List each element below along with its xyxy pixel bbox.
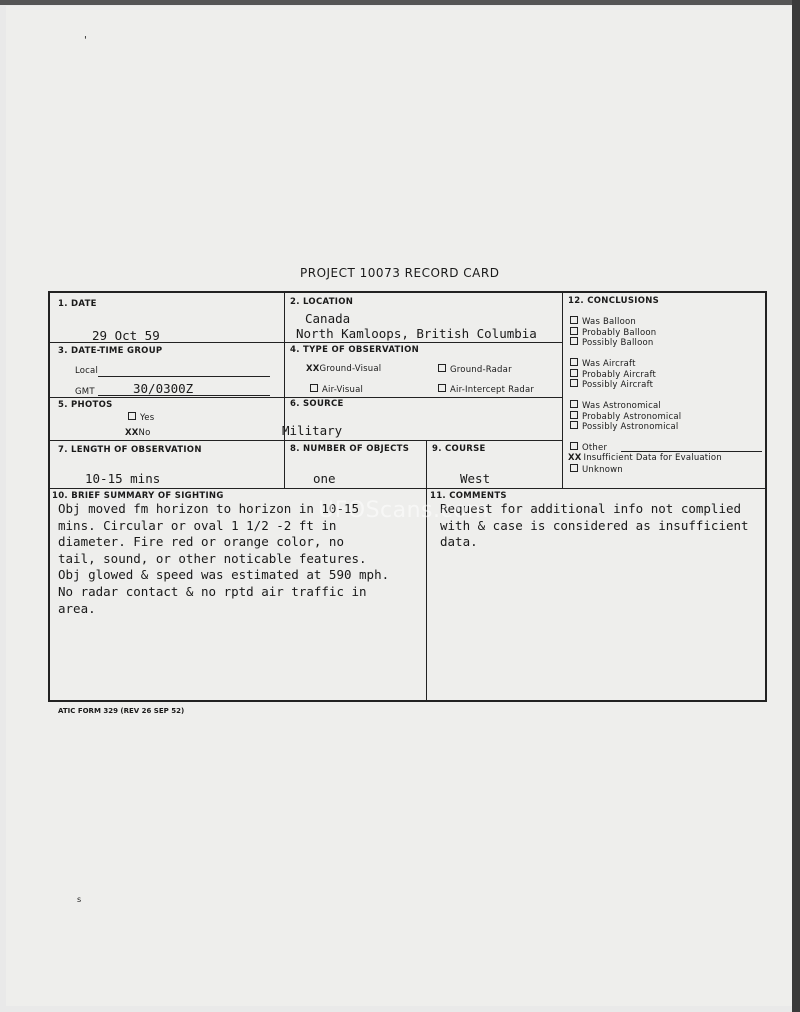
divider bbox=[50, 440, 562, 441]
conclusion-item-checked: XX Insufficient Data for Evaluation bbox=[568, 453, 722, 463]
ground-visual-label: Ground-Visual bbox=[319, 364, 382, 374]
photos-yes-label: Yes bbox=[140, 413, 155, 423]
checkbox bbox=[570, 421, 578, 429]
checkbox bbox=[438, 384, 446, 392]
checkbox bbox=[570, 358, 578, 366]
conclusion-item: Possibly Balloon bbox=[570, 337, 653, 348]
source-label: 6. SOURCE bbox=[290, 399, 344, 409]
divider bbox=[50, 488, 766, 489]
comments-label: 11. COMMENTS bbox=[430, 491, 507, 501]
photos-yes-option bbox=[128, 412, 154, 423]
length-label: 7. LENGTH OF OBSERVATION bbox=[58, 445, 202, 455]
checkbox bbox=[570, 464, 578, 472]
conclusion-item: Was Balloon bbox=[570, 316, 636, 327]
local-underline bbox=[98, 376, 270, 377]
ground-radar-option bbox=[438, 364, 512, 375]
date-label: 1. DATE bbox=[58, 299, 97, 309]
checkbox bbox=[570, 316, 578, 324]
checkbox bbox=[570, 337, 578, 345]
conclusions-label: 12. CONCLUSIONS bbox=[568, 296, 660, 306]
objects-value: one bbox=[313, 471, 336, 486]
summary-line: diameter. Fire red or orange color, no bbox=[58, 534, 344, 550]
local-label: Local bbox=[75, 366, 99, 376]
length-value: 10-15 mins bbox=[85, 471, 161, 486]
checkbox bbox=[570, 400, 578, 408]
comments-line: with & case is considered as insufficient bbox=[440, 517, 749, 533]
conclusion-item: Possibly Astronomical bbox=[570, 421, 679, 432]
source-value: Military bbox=[282, 423, 343, 438]
date-value: 29 Oct 59 bbox=[92, 328, 160, 343]
air-visual-option bbox=[310, 384, 363, 395]
checkbox bbox=[570, 442, 578, 450]
conclusion-item: Possibly Aircraft bbox=[570, 379, 653, 390]
checked-mark: XX bbox=[306, 364, 320, 374]
divider bbox=[284, 292, 285, 488]
air-visual-label: Air-Visual bbox=[322, 385, 364, 395]
objects-label: 8. NUMBER OF OBJECTS bbox=[290, 444, 410, 454]
conclusion-item: Was Aircraft bbox=[570, 358, 636, 369]
checkbox bbox=[570, 411, 578, 419]
comments-line: data. bbox=[440, 534, 478, 550]
checkbox bbox=[570, 327, 578, 335]
checked-mark: XX bbox=[568, 453, 582, 463]
checkbox bbox=[570, 369, 578, 377]
divider bbox=[426, 440, 427, 701]
photos-no-option bbox=[125, 428, 150, 438]
checkbox bbox=[570, 379, 578, 387]
ground-visual-option bbox=[306, 364, 381, 374]
course-value: West bbox=[460, 471, 491, 486]
observation-type-label: 4. TYPE OF OBSERVATION bbox=[290, 345, 420, 355]
summary-label: 10. BRIEF SUMMARY OF SIGHTING bbox=[52, 491, 224, 501]
gmt-value: 30/0300Z bbox=[133, 381, 194, 396]
checkbox bbox=[128, 412, 136, 420]
air-intercept-option bbox=[438, 384, 534, 395]
photos-label: 5. PHOTOS bbox=[58, 400, 113, 410]
divider bbox=[50, 397, 562, 398]
gmt-label: GMT bbox=[75, 387, 95, 397]
location-label: 2. LOCATION bbox=[290, 297, 354, 307]
divider bbox=[562, 292, 563, 489]
other-underline bbox=[621, 451, 762, 452]
form-number: ATIC FORM 329 (REV 26 SEP 52) bbox=[58, 707, 185, 715]
photos-no-label: No bbox=[138, 428, 151, 438]
comments-text bbox=[440, 501, 780, 551]
conclusion-item: Probably Balloon bbox=[570, 327, 656, 338]
dtg-label: 3. DATE-TIME GROUP bbox=[58, 346, 163, 356]
summary-line: No radar contact & no rptd air traffic in bbox=[58, 583, 367, 599]
conclusion-item: Was Astronomical bbox=[570, 400, 661, 411]
conclusion-item: Other bbox=[570, 442, 607, 453]
ground-radar-label: Ground-Radar bbox=[450, 365, 512, 375]
watermark: UFOScans.com bbox=[318, 498, 489, 523]
air-intercept-label: Air-Intercept Radar bbox=[450, 385, 535, 395]
conclusion-item: Unknown bbox=[570, 464, 623, 475]
comments-line: Request for additional info not complied bbox=[440, 501, 742, 516]
conclusion-item: Probably Astronomical bbox=[570, 411, 681, 422]
location-line-2: North Kamloops, British Columbia bbox=[296, 326, 537, 341]
course-label: 9. COURSE bbox=[432, 444, 486, 454]
conclusion-item: Probably Aircraft bbox=[570, 369, 656, 380]
summary-line: mins. Circular or oval 1 1/2 -2 ft in bbox=[58, 517, 337, 533]
summary-line: Obj glowed & speed was estimated at 590 mph. bbox=[58, 567, 390, 583]
scan-top-edge bbox=[0, 0, 800, 5]
card-title: PROJECT 10073 RECORD CARD bbox=[300, 266, 500, 280]
margin-mark: ' bbox=[84, 35, 87, 46]
summary-line: area. bbox=[58, 600, 96, 616]
checked-mark: XX bbox=[125, 428, 139, 438]
summary-line: tail, sound, or other noticable features. bbox=[58, 550, 367, 566]
margin-mark: s bbox=[77, 895, 82, 904]
checkbox bbox=[310, 384, 318, 392]
location-line-1: Canada bbox=[305, 311, 351, 326]
scan-right-edge bbox=[792, 0, 800, 1012]
checkbox bbox=[438, 364, 446, 372]
summary-line: Obj moved fm horizon to horizon in 10-15 bbox=[58, 501, 360, 516]
